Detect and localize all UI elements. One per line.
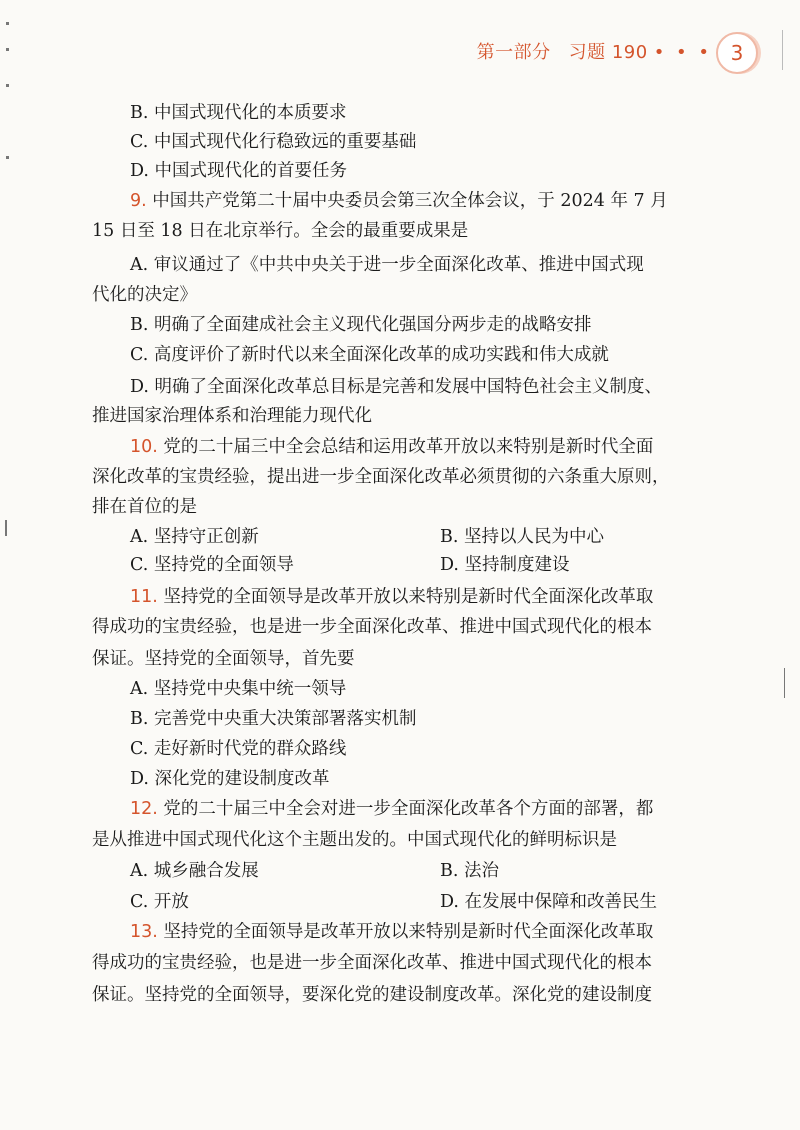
q10-option-d: D. 坚持制度建设	[440, 555, 570, 575]
q11-option-b: B. 完善党中央重大决策部署落实机制	[130, 709, 417, 729]
q13-stem-line-3: 保证。坚持党的全面领导，要深化党的建设制度改革。深化党的建设制度	[92, 985, 652, 1005]
prev-option-c: C. 中国式现代化行稳致远的重要基础	[130, 132, 417, 152]
q9-stem-line-1	[130, 186, 668, 216]
prev-option-d: D. 中国式现代化的首要任务	[130, 161, 348, 181]
q10-option-c: C. 坚持党的全面领导	[130, 555, 294, 575]
q11-stem-line-3: 保证。坚持党的全面领导，首先要	[92, 649, 355, 669]
scan-mark	[6, 48, 9, 51]
scan-mark	[782, 30, 783, 70]
scan-mark	[6, 156, 9, 159]
q12-option-b: B. 法治	[440, 861, 499, 881]
q13-stem-line-2: 得成功的宝贵经验，也是进一步全面深化改革、推进中国式现代化的根本	[92, 953, 652, 973]
q9-option-b: B. 明确了全面建成社会主义现代化强国分两步走的战略安排	[130, 315, 592, 335]
header-part: 第一部分	[476, 42, 551, 63]
prev-option-b: B. 中国式现代化的本质要求	[130, 103, 347, 123]
q12-stem-line-1	[130, 794, 653, 824]
q13-stem-line-1	[130, 917, 653, 947]
q11-stem-line-1	[130, 582, 653, 612]
q11-option-a: A. 坚持党中央集中统一领导	[130, 679, 347, 699]
header-dots: • • •	[653, 42, 712, 63]
q11-stem-line-2: 得成功的宝贵经验，也是进一步全面深化改革、推进中国式现代化的根本	[92, 617, 652, 637]
q9-number: 9.	[130, 191, 147, 211]
q9-stem-text-1: 中国共产党第二十届中央委员会第三次全体会议，于 2024 年 7 月	[152, 191, 668, 211]
q12-option-d: D. 在发展中保障和改善民生	[440, 892, 658, 912]
q10-stem-line-1	[130, 432, 653, 462]
q11-option-d: D. 深化党的建设制度改革	[130, 769, 330, 789]
q13-stem-text-1: 坚持党的全面领导是改革开放以来特别是新时代全面深化改革取	[163, 922, 654, 942]
q12-stem-line-2: 是从推进中国式现代化这个主题出发的。中国式现代化的鲜明标识是	[92, 830, 617, 850]
q10-option-b: B. 坚持以人民为中心	[440, 527, 604, 547]
q9-option-d-line-1: D. 明确了全面深化改革总目标是完善和发展中国特色社会主义制度、	[130, 377, 663, 397]
q13-number: 13.	[130, 922, 158, 942]
header-section: 习题 190	[568, 42, 648, 63]
q12-option-c: C. 开放	[130, 892, 189, 912]
q11-option-c: C. 走好新时代党的群众路线	[130, 739, 347, 759]
q12-option-a: A. 城乡融合发展	[130, 861, 259, 881]
q10-number: 10.	[130, 437, 158, 457]
q11-number: 11.	[130, 587, 158, 607]
scan-mark	[6, 22, 9, 25]
q9-stem-line-2: 15 日至 18 日在北京举行。全会的最重要成果是	[92, 221, 469, 241]
page-header	[0, 32, 800, 72]
q9-option-d-line-2: 推进国家治理体系和治理能力现代化	[92, 406, 372, 426]
q10-stem-text-1: 党的二十届三中全会总结和运用改革开放以来特别是新时代全面	[163, 437, 654, 457]
q12-number: 12.	[130, 799, 158, 819]
scan-mark	[5, 520, 7, 536]
header-title	[477, 38, 712, 64]
scan-mark	[784, 668, 785, 698]
page-number-badge: 3	[716, 32, 758, 74]
q11-stem-text-1: 坚持党的全面领导是改革开放以来特别是新时代全面深化改革取	[163, 587, 654, 607]
q9-option-c: C. 高度评价了新时代以来全面深化改革的成功实践和伟大成就	[130, 345, 609, 365]
q9-option-a-line-2: 代化的决定》	[92, 285, 197, 305]
scan-mark	[6, 84, 9, 87]
q9-option-a-line-1: A. 审议通过了《中共中央关于进一步全面深化改革、推进中国式现	[130, 255, 644, 275]
q12-stem-text-1: 党的二十届三中全会对进一步全面深化改革各个方面的部署，都	[163, 799, 654, 819]
q10-stem-line-2: 深化改革的宝贵经验，提出进一步全面深化改革必须贯彻的六条重大原则，	[92, 467, 670, 487]
q10-stem-line-3: 排在首位的是	[92, 497, 197, 517]
q10-option-a: A. 坚持守正创新	[130, 527, 259, 547]
